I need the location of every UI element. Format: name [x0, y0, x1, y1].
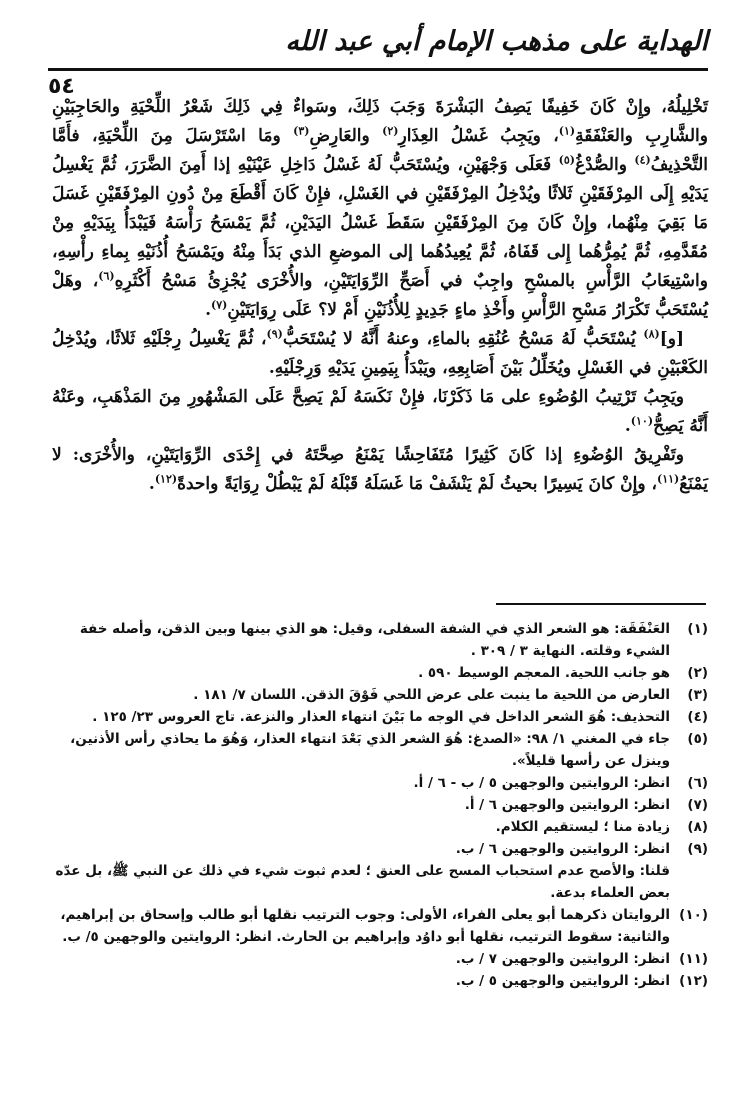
footnote-marker: (٥) [558, 153, 575, 167]
footnote-item [52, 772, 708, 794]
body-text-run: ، وهَلْ يُسْتَحَبُّ تَكْرَارُ مَسْحِ الرَّأْسِ وأَخْذِ ماءٍ جَدِيدٍ لِلأُذُنَيْنِ أَمْ لا؟ عَلَى رِوَايَتَيْنِ [52, 271, 708, 320]
footnote-marker: (٩) [266, 327, 283, 341]
page-number: ٥٤ [48, 74, 75, 99]
footnote-marker: (١٠) [630, 414, 654, 428]
footnote-number: (٥) [687, 731, 708, 747]
footnote-text: انظر: الروايتين والوجهين ٧ / ب. [455, 951, 670, 967]
footnote-number: (١) [687, 621, 708, 637]
body-text-run: ويَجِبُ تَرْتِيبُ الوُضُوءِ على مَا ذَكَرْنَا، فإِنْ نَكَسَهُ لَمْ يَصِحَّ عَلَى المَشْهُورِ مِنَ المَذْهَبِ، وعَنْهُ أَنَّهُ يَصِحُّ [52, 387, 708, 436]
footnote-item [52, 618, 708, 662]
body-paragraph [52, 441, 708, 499]
footnote-item [52, 970, 708, 992]
running-title: الهداية على مذهب الإمام أبي عبد الله [285, 26, 708, 57]
footnote-text: العارض من اللحية ما ينبت على عرض اللحي فَوْقَ الذقن. اللسان ٧/ ١٨١ . [193, 687, 670, 703]
footnote-text: انظر: الروايتين والوجهين ٥ / ب - ٦ / أ. [413, 775, 670, 791]
footnote-item [52, 794, 708, 816]
body-text-run: تَخْلِيلُهُ، وإِنْ كَانَ خَفِيفًا يَصِفُ البَشْرَةَ وَجَبَ ذَلِكَ، وسَواءٌ فِي ذَلِكَ شَعْرُ اللِّحْيَةِ والحَاجِبَيْنِ والشَّارِبِ والعَنْفَقَةِ [52, 97, 708, 146]
footnote-text: زيادة منا ؛ ليستقيم الكلام. [495, 819, 670, 835]
footnote-comment [52, 860, 708, 904]
body-text-run: [و] [659, 329, 684, 349]
body-paragraph [52, 383, 708, 441]
body-text-run: والصُّدْغُ [574, 155, 635, 175]
footnote-number: (١١) [679, 951, 708, 967]
body-text-run: وتَفْرِيقُ الوُضُوءِ إذا كَانَ كَثِيرًا مُتَفَاحِشًا يَمْنَعُ صِحَّتَهُ في إِحْدَى الرِّوَايَتَيْنِ، والأُخْرَى: لا يَمْنَعُ [52, 445, 708, 494]
body-text-run: والعَارِضِ [309, 126, 383, 146]
footnote-item [52, 684, 708, 706]
body-text-run: . [148, 474, 155, 494]
footnote-text: العَنْفَقَة: هو الشعر الذي في الشفة السفلى، وقيل: هو الذي بينها وبين الذقن، وأصله خفة الشيء وقلته. النهاية ٣ / ٣٠٩ . [79, 621, 670, 659]
footnote-number: (٢) [687, 665, 708, 681]
body-text-run: . [624, 416, 631, 436]
body-text-run: ، وإِنْ كانَ يَسِيرًا بحيثُ لَمْ يَنْشَفْ مَا غَسَلَهُ قَبْلَهُ لَمْ يَبْطُلْ رِوَايَةً واحدةً [177, 474, 657, 494]
footnote-marker: (٦) [98, 269, 115, 283]
body-text-run: فَعَلَى وَجْهَيْنِ، ويُسْتَحَبُّ لَهُ غَسْلُ دَاخِلِ عَيْنَيْهِ إذا أَمِنَ الضَّرَرَ، ثُمَّ يَغْسِلُ يَدَيْهِ إِلَى المِرْفَقَيْنِ ثَلاثًا ويُدْخِلُ المِرْفَقَيْنِ في الغَسْلِ، فإِنْ كَانَ أَقْطَعَ مِنْ دُونِ المِرْفَقَيْنِ غَسَلَ مَا بَقِيَ مِنْهُما، وإِنْ كَانَ مِنَ المِرْفَقَيْنِ سَقَطَ غَسْلُ اليَدَيْنِ، ثُمَّ يَمْسَحُ رَأْسَهُ فَيَبْدَأُ بِيَدَيْهِ مِنْ مُقَدَّمِهِ، ثُمَّ يُمِرُّهُما إِلى قَفَاهُ، ثُمَّ يُعِيدُهُما إلى الموضعِ الذي بَدَأَ مِنْهُ ويَمْسَحُ أُذُنَيْهِ بِماءِ رأْسِهِ، واسْتِيعَابُ الرَّأْسِ بالمسْحِ واجِبٌ في أَصَحِّ الرِّوَايَتَيْنِ، والأُخْرَى يُجْزِئُ مَسْحُ أَكْثَرِهِ [52, 155, 708, 291]
footnote-text: هو جانب اللحية. المعجم الوسيط ٥٩٠ . [418, 665, 670, 681]
footnote-item [52, 662, 708, 684]
footnote-marker: (٨) [643, 327, 660, 341]
footnote-item [52, 816, 708, 838]
footnote-marker: (١٢) [154, 472, 178, 486]
footnote-number: (٦) [687, 775, 708, 791]
footnote-separator [496, 603, 706, 605]
footnote-number: (١٢) [679, 973, 708, 989]
footnote-item [52, 948, 708, 970]
footnote-item [52, 728, 708, 772]
footnote-number: (٩) [687, 841, 708, 857]
body-paragraph [52, 325, 708, 383]
body-paragraph [52, 93, 708, 325]
footnote-marker: (٧) [211, 298, 228, 312]
footnote-marker: (٢) [382, 124, 399, 138]
footnote-text: انظر: الروايتين والوجهين ٦ / ب. [455, 841, 670, 857]
footnote-item [52, 706, 708, 728]
footnote-marker: (١١) [656, 472, 680, 486]
body-text-run: ، ويَجِبُ غَسْلُ العِذَارِ [398, 126, 559, 146]
footnote-item [52, 904, 708, 948]
body-text-run: يُسْتَحَبُّ لَهُ مَسْحُ عُنُقِهِ بالماءِ، وعنهُ أَنَّهُ لا يُسْتَحَبُّ [282, 329, 644, 349]
footnote-marker: (١) [558, 124, 576, 138]
main-text [52, 93, 708, 499]
footnote-item [52, 838, 708, 860]
footnote-marker: (٤) [634, 153, 651, 167]
body-text-run: ومَا اسْتَرْسَلَ مِنَ اللِّحْيَةِ، فأَمَّا التَّحْذِيفُ [52, 126, 708, 175]
header-rule [48, 68, 708, 71]
footnote-text: قلنا: والأصح عدم استحباب المسح على العنق ؛ لعدم ثبوت شيء في ذلك عن النبي ﷺ، بل عدّه بعض العلماء بدعة. [55, 863, 670, 901]
body-text-run: ، ثُمَّ يَغْسِلُ رِجْلَيْهِ ثَلاثًا، ويُدْخِلُ الكَعْبَيْنِ في الغَسْلِ ويُخَلِّلُ بَيْنَ أَصَابِعِهِ، ويَبْدَأُ بِيَمِينِ يَدَيْهِ وَرِجْلَيْهِ. [52, 329, 708, 378]
footnote-number: (٣) [687, 687, 708, 703]
footnote-text: الروايتان ذكرهما أبو يعلى الفراء، الأولى: وجوب الترتيب نقلها أبو طالب وإسحاق بن إبراهيم، والثانية: سقوط الترتيب، نقلها أبو داوُد وإبراهيم بن الحارث. انظر: الروايتين والوجهين ٥/ ب. [60, 907, 670, 945]
footnote-text: انظر: الروايتين والوجهين ٦ / أ. [464, 797, 670, 813]
page-header [48, 22, 708, 99]
footnote-marker: (٣) [293, 124, 310, 138]
footnotes [52, 618, 708, 992]
footnote-number: (١٠) [679, 907, 708, 923]
footnote-text: انظر: الروايتين والوجهين ٥ / ب. [455, 973, 670, 989]
body-text-run: . [205, 300, 211, 320]
footnote-number: (٧) [687, 797, 708, 813]
footnote-number: (٨) [687, 819, 708, 835]
footnote-text: التحذيف: هُوَ الشعر الداخل في الوجه ما بَيْنَ انتهاء العذار والنزعة. تاج العروس ٢٣/ ١٢٥ . [92, 709, 670, 725]
footnote-text: جاء في المغني ١/ ٩٨: «الصدغ: هُوَ الشعر الذي بَعْدَ انتهاء العذار، وَهُوَ ما يحاذي رأس الأذنين، وينزل عن رأسها قليلاً». [70, 731, 670, 769]
footnote-number: (٤) [687, 709, 708, 725]
